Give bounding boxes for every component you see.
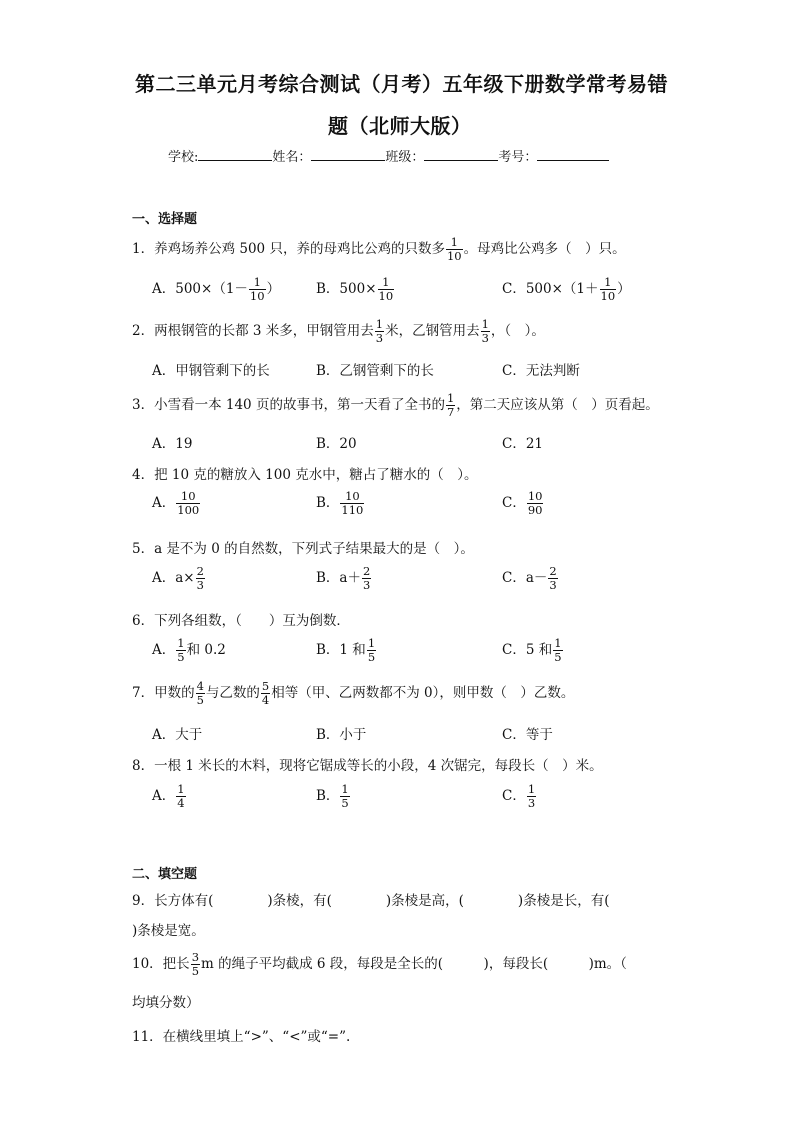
question-4-option-c[interactable]: C． $\frac{10}{90}$ bbox=[502, 489, 543, 517]
question-3-option-a[interactable]: A．19 bbox=[152, 436, 193, 452]
fraction: $\frac{1}{10}$ bbox=[249, 275, 265, 303]
question-2-option-b[interactable]: B．乙钢管剩下的长 bbox=[316, 363, 434, 379]
question-6-option-c[interactable]: C．5 和 $\frac{1}{5}$ bbox=[502, 636, 562, 664]
question-8-option-b[interactable]: B． $\frac{1}{5}$ bbox=[316, 782, 349, 810]
fraction: $\frac{3}{5}$ bbox=[191, 950, 200, 978]
school-label: 学校: bbox=[168, 150, 199, 165]
question-2-stem: 2．两根钢管的长都 3 米多，甲钢管用去 $\frac{1}{3}$ 米，乙钢管用去 $\frac{1}{3}$ ，（ ）。 bbox=[132, 317, 545, 345]
question-9-line1: 9．长方体有( )条棱，有( )条棱是高，( )条棱是长，有( bbox=[132, 893, 610, 909]
fraction: $\frac{4}{5}$ bbox=[196, 679, 204, 707]
question-6-option-b[interactable]: B．1 和 $\frac{1}{5}$ bbox=[316, 636, 376, 664]
question-8-option-a[interactable]: A． $\frac{1}{4}$ bbox=[152, 782, 185, 810]
fraction: $\frac{1}{5}$ bbox=[367, 636, 376, 664]
fraction: $\frac{10}{90}$ bbox=[527, 489, 543, 517]
question-6-option-a[interactable]: A． $\frac{1}{5}$ 和 0.2 bbox=[152, 636, 226, 664]
question-10-line2: 均填分数） bbox=[132, 995, 200, 1011]
name-label: 姓名： bbox=[272, 150, 312, 165]
question-2-option-a[interactable]: A．甲钢管剩下的长 bbox=[152, 363, 270, 379]
question-text: 。母鸡比公鸡多（ ）只。 bbox=[463, 241, 626, 257]
question-text: 1．养鸡场养公鸡 500 只，养的母鸡比公鸡的只数多 bbox=[132, 241, 445, 257]
fraction: $\frac{10}{110}$ bbox=[341, 489, 364, 517]
fraction: $\frac{1}{4}$ bbox=[177, 782, 185, 810]
question-2-option-c[interactable]: C．无法判断 bbox=[502, 363, 580, 379]
fraction: $\frac{1}{3}$ bbox=[527, 782, 536, 810]
question-6-stem: 6．下列各组数，（ ）互为倒数． bbox=[132, 613, 350, 629]
question-4-stem: 4．把 10 克的糖放入 100 克水中，糖占了糖水的（ ）。 bbox=[132, 467, 478, 483]
fraction: $\frac{1}{3}$ bbox=[481, 317, 489, 345]
question-7-option-c[interactable]: C．等于 bbox=[502, 727, 553, 743]
question-9-line2: )条棱是宽。 bbox=[132, 923, 205, 939]
question-3-stem: 3．小雪看一本 140 页的故事书，第一天看了全书的 $\frac{1}{7}$ ，第二天应该从第（ ）页看起。 bbox=[132, 391, 659, 419]
section-heading-choice: 一、选择题 bbox=[132, 212, 198, 227]
fraction: $\frac{1}{7}$ bbox=[446, 391, 455, 419]
question-10-line1: 10．把长 $\frac{3}{5}$ m 的绳子平均截成 6 段，每段是全长的( )，每段长( )m。（ bbox=[132, 950, 627, 978]
question-5-option-c[interactable]: C．a－ $\frac{2}{3}$ bbox=[502, 564, 557, 592]
fraction: $\frac{5}{4}$ bbox=[261, 679, 270, 707]
question-1-option-b[interactable]: B．500× $\frac{1}{10}$ bbox=[316, 275, 394, 303]
question-7-stem: 7．甲数的 $\frac{4}{5}$ 与乙数的 $\frac{5}{4}$ 相等（甲、乙两数都不为 0），则甲数（ ）乙数。 bbox=[132, 679, 575, 707]
question-1-option-c[interactable]: C．500×（1＋ $\frac{1}{10}$ ） bbox=[502, 275, 631, 303]
name-blank[interactable] bbox=[311, 148, 385, 161]
question-5-option-a[interactable]: A．a× $\frac{2}{3}$ bbox=[152, 564, 204, 592]
question-5-stem: 5．a 是不为 0 的自然数，下列式子结果最大的是（ ）。 bbox=[132, 541, 474, 557]
fraction: $\frac{2}{3}$ bbox=[549, 564, 557, 592]
question-8-option-c[interactable]: C． $\frac{1}{3}$ bbox=[502, 782, 536, 810]
fraction: $\frac{1}{10}$ bbox=[446, 235, 462, 263]
page-title-line2: 题（北师大版） bbox=[328, 114, 472, 138]
question-11-stem: 11．在横线里填上“>”、“<”或“=”. bbox=[132, 1029, 351, 1045]
question-8-stem: 8．一根 1 米长的木料，现将它锯成等长的小段，4 次锯完，每段长（ ）米。 bbox=[132, 758, 603, 774]
fraction: $\frac{2}{3}$ bbox=[362, 564, 371, 592]
exam-no-label: 考号： bbox=[498, 150, 538, 165]
question-7-option-a[interactable]: A．大于 bbox=[152, 727, 203, 743]
question-5-option-b[interactable]: B．a＋ $\frac{2}{3}$ bbox=[316, 564, 371, 592]
question-4-option-b[interactable]: B． $\frac{10}{110}$ bbox=[316, 489, 364, 517]
fraction: $\frac{1}{5}$ bbox=[554, 636, 562, 664]
page-title-line1: 第二三单元月考综合测试（月考）五年级下册数学常考易错 bbox=[135, 72, 668, 96]
class-blank[interactable] bbox=[424, 148, 498, 161]
exam-no-blank[interactable] bbox=[537, 148, 609, 161]
fraction: $\frac{1}{5}$ bbox=[177, 636, 185, 664]
question-1-option-a[interactable]: A．500×（1－ $\frac{1}{10}$ ） bbox=[152, 275, 281, 303]
question-1-stem bbox=[132, 236, 626, 263]
school-blank[interactable] bbox=[198, 148, 272, 161]
class-label: 班级： bbox=[385, 150, 425, 165]
fraction: $\frac{1}{5}$ bbox=[341, 782, 349, 810]
fraction: $\frac{2}{3}$ bbox=[196, 564, 204, 592]
student-info-line bbox=[168, 146, 609, 165]
question-7-option-b[interactable]: B．小于 bbox=[316, 727, 367, 743]
question-3-option-c[interactable]: C．21 bbox=[502, 436, 544, 452]
section-heading-fill: 二、填空题 bbox=[132, 867, 198, 882]
fraction: $\frac{10}{100}$ bbox=[177, 489, 200, 517]
question-4-option-a[interactable]: A． $\frac{10}{100}$ bbox=[152, 489, 200, 517]
fraction: $\frac{1}{10}$ bbox=[600, 275, 616, 303]
fraction: $\frac{1}{3}$ bbox=[375, 317, 384, 345]
fraction: $\frac{1}{10}$ bbox=[378, 275, 394, 303]
question-3-option-b[interactable]: B．20 bbox=[316, 436, 357, 452]
